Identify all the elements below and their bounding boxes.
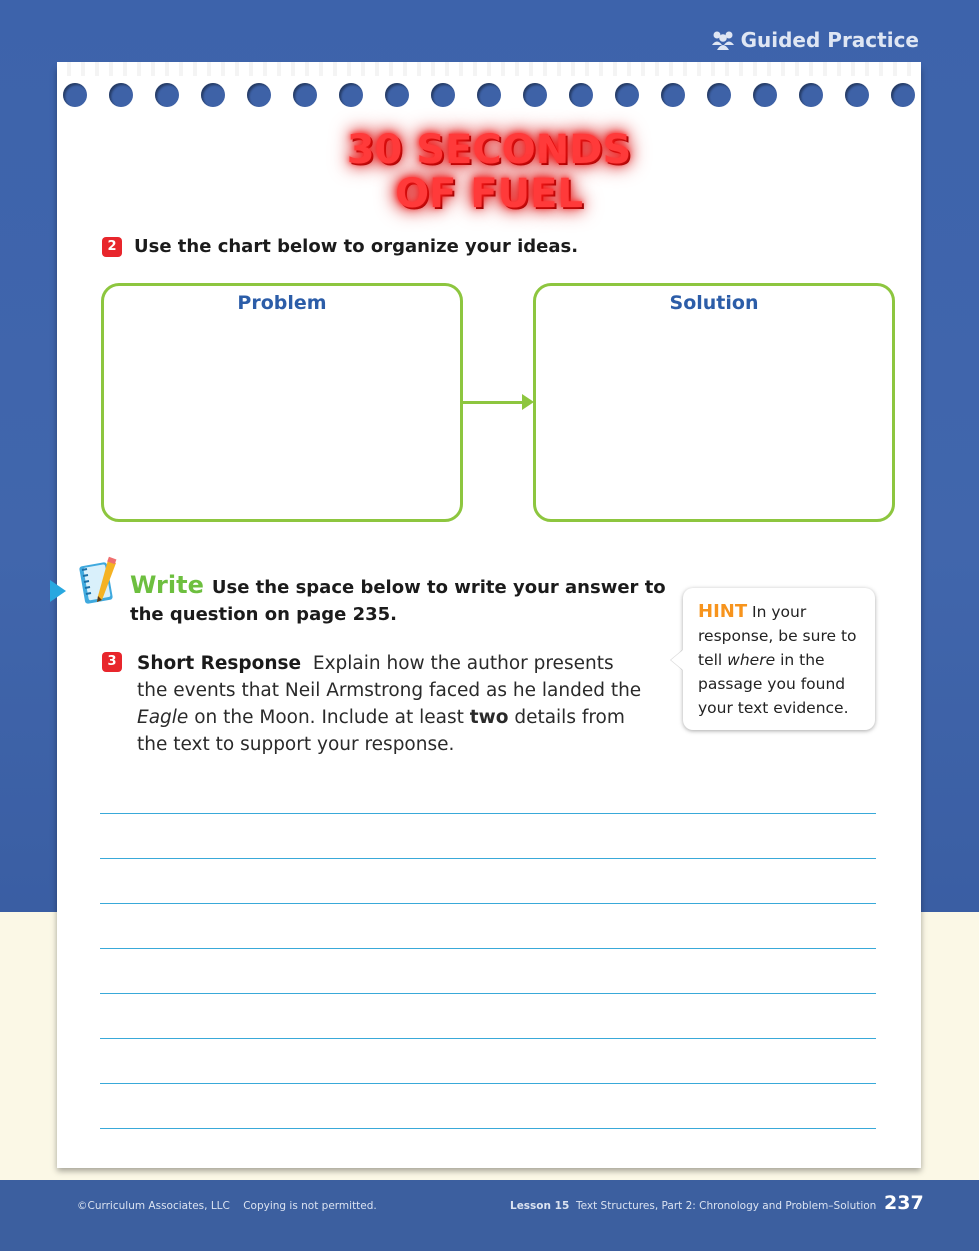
question-number-badge: 2 [102,237,122,257]
question-3 [102,650,642,758]
write-prompt: Use the space below to write your answer to the question on page 235. [130,577,666,625]
binder-hole [431,83,455,107]
binder-hole [615,83,639,107]
answer-line[interactable] [100,813,876,814]
arrow-connector [462,401,524,404]
question-3-text [137,650,642,758]
torn-edge [57,62,921,76]
binder-hole [247,83,271,107]
write-instruction [130,572,670,628]
question-3-part-3: details from the text to support your response. [137,707,625,755]
question-2-prompt: Use the chart below to organize your ideas. [134,236,579,257]
section-label-text: Guided Practice [740,28,919,52]
hint-text-before: In your response, be sure to tell [698,603,857,669]
hint-label: HINT [698,601,748,622]
section-label [711,28,919,52]
binder-hole [753,83,777,107]
write-marker-icon [50,580,66,602]
binder-hole [339,83,363,107]
question-3-eagle: Eagle [137,707,189,728]
problem-box[interactable] [101,283,463,522]
hint-callout [683,588,875,730]
answer-line[interactable] [100,993,876,994]
question-3-part-2: on the Moon. Include at least [194,707,464,728]
footer-lesson [510,1200,876,1212]
people-icon [711,30,735,50]
hint-text-after: in the passage you found your text evidence. [698,651,849,717]
binder-hole [201,83,225,107]
binder-hole [569,83,593,107]
answer-lines[interactable] [100,813,876,1173]
problem-heading: Problem [237,292,327,314]
answer-line[interactable] [100,1083,876,1084]
question-number-badge: 3 [102,652,122,672]
binder-hole [661,83,685,107]
solution-heading: Solution [669,292,759,314]
question-2 [102,236,578,257]
binder-hole [477,83,501,107]
footer-copyright: ©Curriculum Associates, LLC Copying is not permitted. [77,1200,377,1212]
binder-hole [523,83,547,107]
answer-line[interactable] [100,903,876,904]
answer-line[interactable] [100,858,876,859]
page-number: 237 [884,1192,924,1214]
solution-box[interactable] [533,283,895,522]
binder-hole [385,83,409,107]
write-label: Write [130,571,204,599]
binder-hole [293,83,317,107]
binder-hole [155,83,179,107]
answer-line[interactable] [100,948,876,949]
footer-lesson-label: Lesson 15 [510,1200,570,1212]
binder-holes [57,83,921,113]
binder-hole [707,83,731,107]
question-3-two: two [469,707,509,728]
hint-callout-tail [671,650,683,670]
footer-lesson-title: Text Structures, Part 2: Chronology and Problem–Solution [575,1200,877,1212]
binder-hole [799,83,823,107]
hint-text [698,600,866,720]
hint-where: where [727,651,776,669]
binder-hole [109,83,133,107]
title-line-1: 30 SECONDS [346,127,632,173]
page-background-footer [0,1180,979,1251]
answer-line[interactable] [100,1128,876,1129]
answer-line[interactable] [100,1038,876,1039]
title-line-2: OF FUEL [395,171,583,217]
binder-hole [845,83,869,107]
notebook-pencil-icon [78,556,124,606]
title-sign [57,128,921,216]
question-3-part-1: Explain how the author presents the events that Neil Armstrong faced as he landed the [137,653,642,701]
short-response-label: Short Response [137,653,302,674]
binder-hole [63,83,87,107]
binder-hole [891,83,915,107]
